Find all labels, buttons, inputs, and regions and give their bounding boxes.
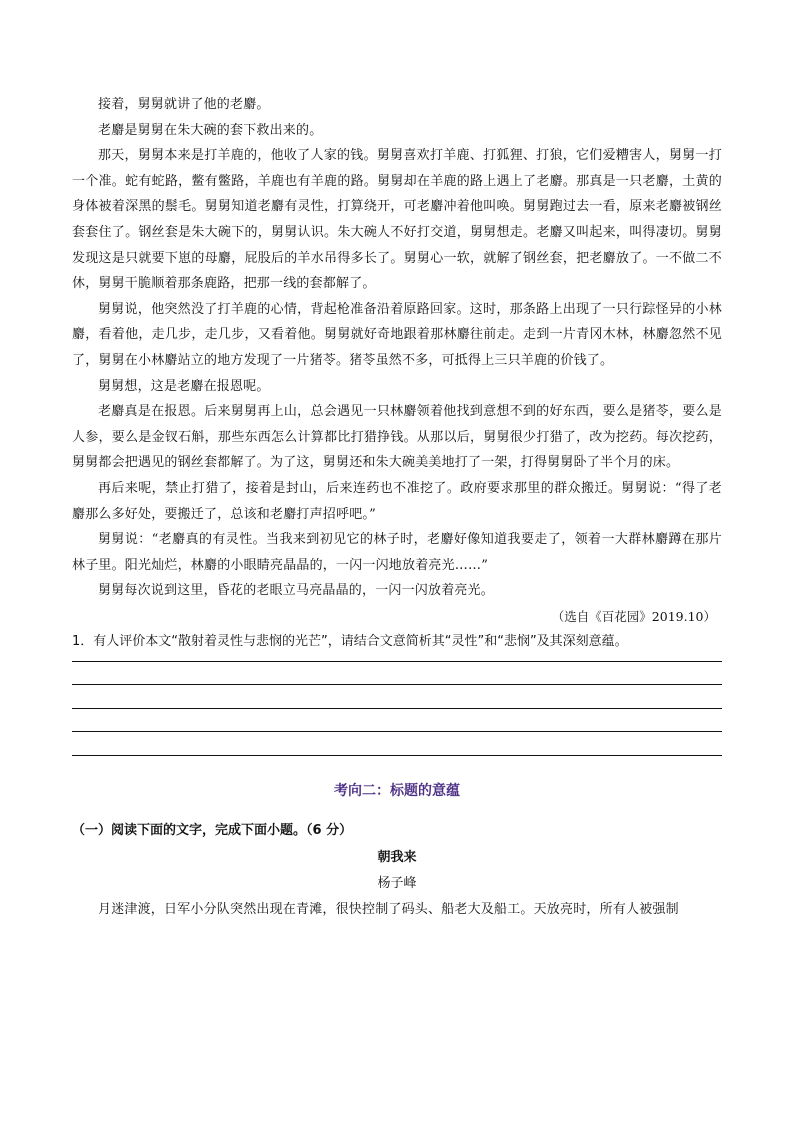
- passage-source: （选自《百花园》2019.10）: [551, 608, 716, 624]
- passage-paragraph: 再后来呢，禁止打猎了，接着是封山，后来连药也不准挖了。政府要求那里的群众搬迁。舅舅说：“得了老麝那么多好处，要搬迁了，总该和老麝打声招呼吧。”: [72, 480, 722, 522]
- answer-area[interactable]: [72, 661, 722, 756]
- passage-paragraph: 接着，舅舅就讲了他的老麝。: [98, 97, 270, 112]
- section-title: 考向二：标题的意蕴: [334, 783, 460, 800]
- question-1: 1．有人评价本文“散射着灵性与悲悯的光芒”，请结合文意简析其“灵性”和“悲悯”及其深刻意蕴。: [72, 633, 628, 649]
- section-instruction: （一）阅读下面的文字，完成下面小题。（6 分）: [72, 823, 353, 839]
- story-passage: [72, 92, 722, 630]
- passage-paragraph: 舅舅每次说到这里，昏花的老眼立马亮晶晶的，一闪一闪放着亮光。: [98, 583, 495, 599]
- answer-line[interactable]: [72, 755, 722, 756]
- passage-paragraph: 舅舅说：“老麝真的有灵性。当我来到初见它的林子时，老麝好像知道我要走了，领着一大群林麝蹲在那片林子里。阳光灿烂，林麝的小眼睛亮晶晶的，一闪一闪地放着亮光……”: [72, 532, 722, 573]
- passage-paragraph: 老麝是舅舅在朱大碗的套下救出来的。: [98, 122, 323, 138]
- passage-paragraph: 那天，舅舅本来是打羊鹿的，他收了人家的钱。舅舅喜欢打羊鹿、打狐狸、打狼，它们爱糟害人，舅舅一打一个准。蛇有蛇路，鳖有鳖路，羊鹿也有羊鹿的路。舅舅却在羊鹿的路上遇上了老麝。那真是一只老麝，土黄的身体被着深黑的鬃毛。舅舅知道老麝有灵性，打算绕开，可老麝冲着他叫唤。舅舅跑过去一看，原来老麝被钢丝套套住了。钢丝套是朱大碗下的，舅舅认识。朱大碗人不好打交道，舅舅想走。老麝又叫起来，叫得凄切。舅舅发现这是只就要下崽的母麝，屁股后的羊水吊得多长了。舅舅心一软，就解了钢丝套，把老麝放了。一不做二不休，舅舅干脆顺着那条鹿路，把那一线的套都解了。: [72, 148, 722, 292]
- answer-line[interactable]: [72, 684, 722, 685]
- document-page: [72, 92, 722, 923]
- answer-line[interactable]: [72, 661, 722, 662]
- story-first-paragraph: 月迷津渡，日军小分队突然出现在青滩，很快控制了码头、船老大及船工。天放亮时，所有人被强制: [98, 902, 679, 918]
- passage-paragraph: 老麝真是在报恩。后来舅舅再上山，总会遇见一只林麝领着他找到意想不到的好东西，要么是猪苓，要么是人参，要么是金钗石斛，那些东西怎么计算都比打猎挣钱。从那以后，舅舅很少打猎了，改为挖药。每次挖药，舅舅都会把遇见的钢丝套都解了。为了这，舅舅还和朱大碗美美地打了一架，打得舅舅卧了半个月的床。: [72, 404, 722, 471]
- story-title: 朝我来: [377, 850, 417, 866]
- answer-line[interactable]: [72, 708, 722, 709]
- passage-paragraph: 舅舅说，他突然没了打羊鹿的心情，背起枪准备沿着原路回家。这时，那条路上出现了一只行踪怪异的小林麝，看着他，走几步，走几步，又看着他。舅舅就好奇地跟着那林麝往前走。走到一片青冈木林，林麝忽然不见了，舅舅在小林麝站立的地方发现了一片猪苓。猪苓虽然不多，可抵得上三只羊鹿的价钱了。: [72, 301, 722, 368]
- passage-paragraph: 舅舅想，这是老麝在报恩呢。: [98, 378, 270, 394]
- story-author: 杨子峰: [377, 876, 417, 892]
- answer-line[interactable]: [72, 731, 722, 732]
